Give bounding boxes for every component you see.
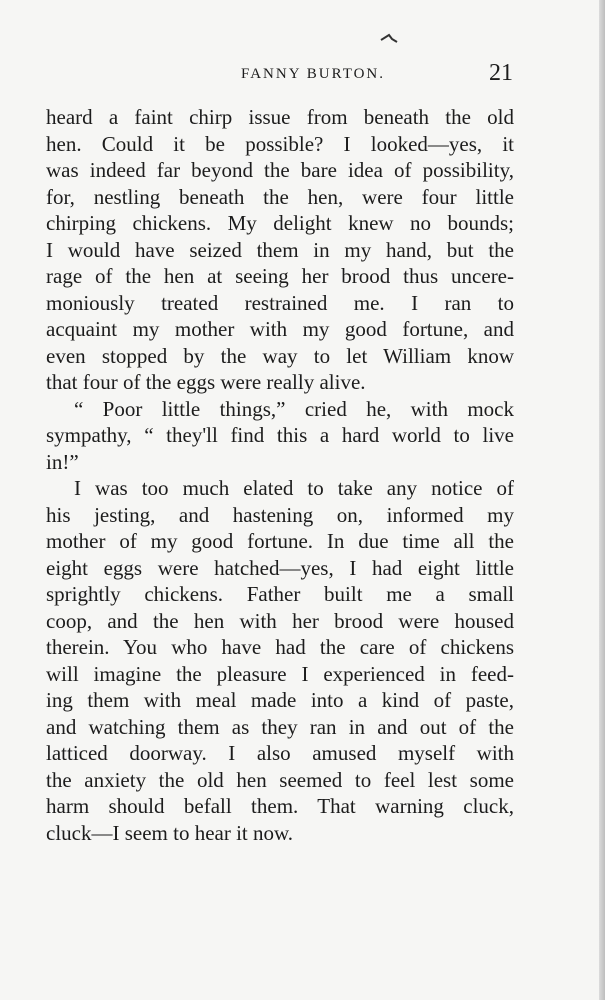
running-head [46,60,513,90]
text-line: I would have seized them in my hand, but the [46,237,514,262]
text-line: harm should befall them. That warning cluck, [46,794,514,818]
text-line: ing them with meal made into a kind of paste, [46,688,514,712]
text-line: sympathy, “ they'll find this a hard world to live [46,423,514,447]
page-number: 21 [489,60,513,86]
text-line: “ Poor little things,” cried he, with mock [74,396,514,421]
text-line: heard a faint chirp issue from beneath the old [46,105,514,129]
text-line: even stopped by the way to let William know [46,343,514,368]
text-line: was indeed far beyond the bare idea of possibility, [46,158,514,182]
text-line: moniously treated restrained me. I ran to [46,290,514,315]
text-line: hen. Could it be possible? I looked—yes, it [46,131,514,156]
body-text [46,104,514,846]
text-line: for, nestling beneath the hen, were four little [46,184,514,209]
text-line: sprightly chickens. Father built me a small [46,582,514,606]
text-line: mother of my good fortune. In due time all the [46,529,514,553]
text-line: coop, and the hen with her brood were housed [46,608,514,633]
running-title: FANNY BURTON. [241,66,386,82]
text-line: and watching them as they ran in and out of the [46,714,514,739]
ink-mark-icon [380,32,398,46]
text-line: therein. You who have had the care of chickens [46,635,514,659]
text-line: cluck—I seem to hear it now. [46,820,294,845]
text-line: the anxiety the old hen seemed to feel lest some [46,767,514,792]
text-line: chirping chickens. My delight knew no bounds; [46,211,514,235]
text-line: acquaint my mother with my good fortune, and [46,317,514,341]
text-line: eight eggs were hatched—yes, I had eight little [46,555,514,580]
text-line: that four of the eggs were really alive. [46,370,366,394]
text-line: I was too much elated to take any notice of [74,476,514,500]
text-line: in!” [46,449,79,474]
text-line: his jesting, and hastening on, informed my [46,502,514,527]
text-line: latticed doorway. I also amused myself with [46,741,514,765]
text-line: will imagine the pleasure I experienced in feed- [46,661,514,686]
page-edge-shadow [599,0,605,1000]
text-line: rage of the hen at seeing her brood thus uncere- [46,264,514,288]
